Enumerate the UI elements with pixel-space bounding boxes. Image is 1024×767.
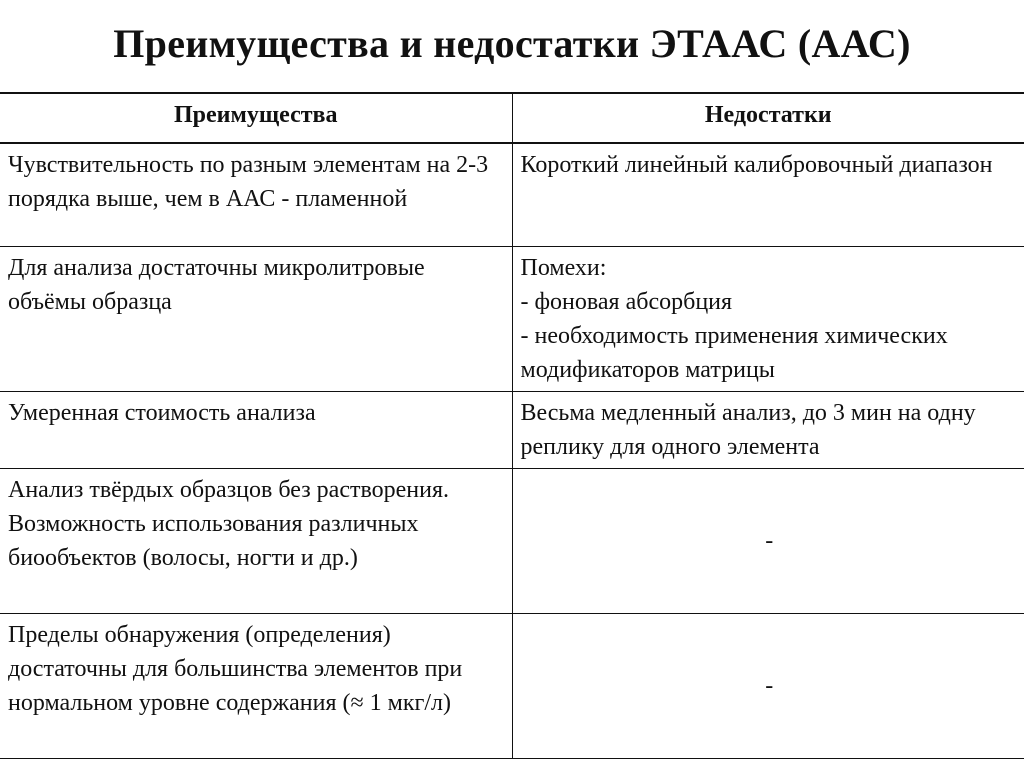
disadvantage-line: Помехи: (520, 255, 607, 281)
disadvantage-line: - (765, 528, 774, 554)
advantage-cell: Для анализа достаточны микролитровые объёмы образца (0, 247, 512, 392)
disadvantage-cell (512, 247, 1024, 392)
disadvantage-line: Короткий линейный калибровочный диапазон (520, 152, 993, 178)
disadvantage-cell (512, 469, 1024, 614)
table-row (0, 392, 1024, 469)
comparison-table-container (0, 92, 1024, 759)
advantage-cell: Умеренная стоимость анализа (0, 392, 512, 469)
disadvantage-cell (512, 614, 1024, 759)
disadvantage-line: - (765, 673, 774, 699)
advantage-cell: Анализ твёрдых образцов без растворения. Возможность использования различных биообъектов (волосы, ногти и др.) (0, 469, 512, 614)
table-row (0, 247, 1024, 392)
header-advantages: Преимущества (0, 93, 512, 143)
comparison-table (0, 92, 1024, 759)
table-header-row (0, 93, 1024, 143)
advantage-cell: Пределы обнаружения (определения) достаточны для большинства элементов при нормальном уровне содержания (≈ 1 мкг/л) (0, 614, 512, 759)
advantage-cell: Чувствительность по разным элементам на 2-3 порядка выше, чем в ААС - пламенной (0, 143, 512, 247)
page-title: Преимущества и недостатки ЭТААС (ААС) (113, 21, 911, 66)
header-disadvantages: Недостатки (512, 93, 1024, 143)
table-row (0, 143, 1024, 247)
table-row (0, 469, 1024, 614)
table-row (0, 614, 1024, 759)
disadvantage-cell (512, 143, 1024, 247)
disadvantage-line: Весьма медленный анализ, до 3 мин на одну реплику для одного элемента (520, 400, 976, 460)
disadvantage-cell (512, 392, 1024, 469)
disadvantage-line: - необходимость применения химических модификаторов матрицы (520, 323, 948, 383)
disadvantage-line: - фоновая абсорбция (520, 289, 733, 315)
